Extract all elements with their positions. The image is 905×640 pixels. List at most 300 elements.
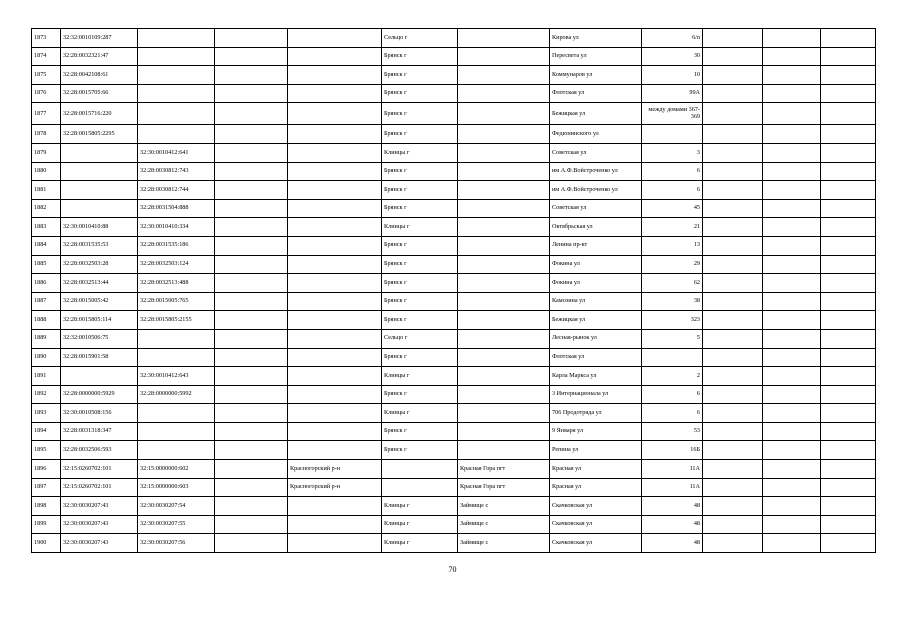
column-12-cell bbox=[821, 162, 876, 181]
street-cell: Лесная-рынок ул bbox=[550, 329, 642, 348]
settlement-cell bbox=[458, 311, 550, 330]
cadastral-number-cell: 32:28:0032503:28 bbox=[61, 255, 138, 274]
street-cell: Карла Маркса ул bbox=[550, 367, 642, 386]
house-number-cell: 5 bbox=[642, 329, 703, 348]
house-number-cell: 62 bbox=[642, 274, 703, 293]
cadastral-number-cell: 32:28:0015901:58 bbox=[61, 348, 138, 367]
row-number-cell: 1882 bbox=[32, 199, 61, 218]
settlement-cell bbox=[458, 84, 550, 103]
street-cell: Скачковская ул bbox=[550, 515, 642, 534]
house-number-cell: 6 bbox=[642, 404, 703, 423]
related-cadastral-number-cell: 32:28:0000000:5992 bbox=[138, 385, 215, 404]
related-cadastral-number-cell: 32:28:0015805:2155 bbox=[138, 311, 215, 330]
related-cadastral-number-cell: 32:30:0010412:641 bbox=[138, 143, 215, 162]
related-cadastral-number-cell: 32:28:0032503:124 bbox=[138, 255, 215, 274]
table-row bbox=[32, 66, 876, 85]
house-number-cell: 48 bbox=[642, 497, 703, 516]
column-4-cell bbox=[215, 125, 288, 144]
row-number-cell: 1873 bbox=[32, 29, 61, 48]
column-11-cell bbox=[763, 236, 821, 255]
settlement-cell: Займище с bbox=[458, 497, 550, 516]
row-number-cell: 1893 bbox=[32, 404, 61, 423]
street-cell: Красная ул bbox=[550, 460, 642, 479]
table-row bbox=[32, 385, 876, 404]
column-11-cell bbox=[763, 274, 821, 293]
table-row bbox=[32, 404, 876, 423]
city-cell: Клинцы г bbox=[382, 497, 458, 516]
page-number: 70 bbox=[448, 565, 457, 574]
district-cell bbox=[288, 103, 382, 125]
district-cell bbox=[288, 66, 382, 85]
house-number-cell: 3 bbox=[642, 143, 703, 162]
column-10-cell bbox=[703, 162, 763, 181]
related-cadastral-number-cell bbox=[138, 66, 215, 85]
column-10-cell bbox=[703, 497, 763, 516]
related-cadastral-number-cell bbox=[138, 404, 215, 423]
house-number-cell: 21 bbox=[642, 218, 703, 237]
district-cell: Красногорский р-н bbox=[288, 460, 382, 479]
row-number-cell: 1894 bbox=[32, 422, 61, 441]
row-number-cell: 1881 bbox=[32, 181, 61, 200]
table-row bbox=[32, 125, 876, 144]
column-12-cell bbox=[821, 441, 876, 460]
district-cell bbox=[288, 422, 382, 441]
settlement-cell bbox=[458, 385, 550, 404]
street-cell: Советская ул bbox=[550, 143, 642, 162]
column-10-cell bbox=[703, 292, 763, 311]
district-cell bbox=[288, 329, 382, 348]
district-cell bbox=[288, 255, 382, 274]
column-12-cell bbox=[821, 274, 876, 293]
settlement-cell bbox=[458, 329, 550, 348]
cadastral-number-cell: 32:28:0000000:5929 bbox=[61, 385, 138, 404]
related-cadastral-number-cell: 32:28:0032513:488 bbox=[138, 274, 215, 293]
street-cell: Флотская ул bbox=[550, 84, 642, 103]
column-11-cell bbox=[763, 478, 821, 497]
settlement-cell: Займище с bbox=[458, 515, 550, 534]
column-10-cell bbox=[703, 274, 763, 293]
related-cadastral-number-cell: 32:28:0031535:186 bbox=[138, 236, 215, 255]
related-cadastral-number-cell: 32:28:0030812:744 bbox=[138, 181, 215, 200]
column-11-cell bbox=[763, 47, 821, 66]
column-4-cell bbox=[215, 47, 288, 66]
column-10-cell bbox=[703, 329, 763, 348]
district-cell bbox=[288, 218, 382, 237]
city-cell: Брянск г bbox=[382, 441, 458, 460]
street-cell: Коммунаров ул bbox=[550, 66, 642, 85]
cadastral-number-cell: 32:28:0031535:53 bbox=[61, 236, 138, 255]
street-cell: Репина ул bbox=[550, 441, 642, 460]
street-cell: Красная ул bbox=[550, 478, 642, 497]
column-12-cell bbox=[821, 125, 876, 144]
street-cell: Камозина ул bbox=[550, 292, 642, 311]
settlement-cell bbox=[458, 404, 550, 423]
row-number-cell: 1880 bbox=[32, 162, 61, 181]
city-cell: Брянск г bbox=[382, 125, 458, 144]
settlement-cell bbox=[458, 143, 550, 162]
table-row bbox=[32, 199, 876, 218]
district-cell bbox=[288, 125, 382, 144]
column-4-cell bbox=[215, 143, 288, 162]
column-12-cell bbox=[821, 255, 876, 274]
column-12-cell bbox=[821, 348, 876, 367]
column-11-cell bbox=[763, 422, 821, 441]
cadastral-number-cell: 32:28:0015716:220 bbox=[61, 103, 138, 125]
column-10-cell bbox=[703, 348, 763, 367]
house-number-cell: 323 bbox=[642, 311, 703, 330]
district-cell bbox=[288, 162, 382, 181]
column-11-cell bbox=[763, 125, 821, 144]
street-cell: Фокина ул bbox=[550, 255, 642, 274]
district-cell bbox=[288, 47, 382, 66]
house-number-cell: 6/n bbox=[642, 29, 703, 48]
city-cell: Брянск г bbox=[382, 162, 458, 181]
column-11-cell bbox=[763, 329, 821, 348]
cadastral-number-cell: 32:28:0015705:66 bbox=[61, 84, 138, 103]
cadastral-number-cell: 32:30:0010508:156 bbox=[61, 404, 138, 423]
cadastral-number-cell: 32:15:0260702:101 bbox=[61, 478, 138, 497]
related-cadastral-number-cell bbox=[138, 422, 215, 441]
house-number-cell: 38 bbox=[642, 292, 703, 311]
column-10-cell bbox=[703, 103, 763, 125]
table-row bbox=[32, 292, 876, 311]
district-cell bbox=[288, 385, 382, 404]
house-number-cell: 45 bbox=[642, 199, 703, 218]
city-cell: Брянск г bbox=[382, 274, 458, 293]
table-row bbox=[32, 103, 876, 125]
column-11-cell bbox=[763, 181, 821, 200]
street-cell: Федюнинского ул bbox=[550, 125, 642, 144]
row-number-cell: 1883 bbox=[32, 218, 61, 237]
city-cell: Клинцы г bbox=[382, 515, 458, 534]
settlement-cell bbox=[458, 348, 550, 367]
table-row bbox=[32, 329, 876, 348]
column-12-cell bbox=[821, 311, 876, 330]
city-cell: Брянск г bbox=[382, 311, 458, 330]
column-10-cell bbox=[703, 236, 763, 255]
street-cell: Флотская ул bbox=[550, 348, 642, 367]
cadastral-number-cell bbox=[61, 181, 138, 200]
table-row bbox=[32, 311, 876, 330]
column-11-cell bbox=[763, 385, 821, 404]
column-4-cell bbox=[215, 329, 288, 348]
table-row bbox=[32, 460, 876, 479]
house-number-cell: 11А bbox=[642, 478, 703, 497]
column-4-cell bbox=[215, 515, 288, 534]
row-number-cell: 1892 bbox=[32, 385, 61, 404]
settlement-cell: Красная Гора пгт bbox=[458, 460, 550, 479]
city-cell: Брянск г bbox=[382, 292, 458, 311]
column-12-cell bbox=[821, 236, 876, 255]
city-cell bbox=[382, 460, 458, 479]
column-11-cell bbox=[763, 292, 821, 311]
table-row bbox=[32, 367, 876, 386]
cadastral-number-cell: 32:28:0015005:42 bbox=[61, 292, 138, 311]
cadastral-number-cell bbox=[61, 199, 138, 218]
row-number-cell: 1885 bbox=[32, 255, 61, 274]
row-number-cell: 1875 bbox=[32, 66, 61, 85]
column-11-cell bbox=[763, 29, 821, 48]
settlement-cell bbox=[458, 162, 550, 181]
street-cell: Пересвета ул bbox=[550, 47, 642, 66]
column-10-cell bbox=[703, 385, 763, 404]
related-cadastral-number-cell bbox=[138, 329, 215, 348]
city-cell: Брянск г bbox=[382, 385, 458, 404]
row-number-cell: 1899 bbox=[32, 515, 61, 534]
column-10-cell bbox=[703, 84, 763, 103]
column-12-cell bbox=[821, 478, 876, 497]
street-cell: Ленина пр-кт bbox=[550, 236, 642, 255]
column-11-cell bbox=[763, 162, 821, 181]
city-cell: Брянск г bbox=[382, 103, 458, 125]
table-row bbox=[32, 422, 876, 441]
cadastral-number-cell: 32:28:0015805:2295 bbox=[61, 125, 138, 144]
street-cell: 3 Интернационала ул bbox=[550, 385, 642, 404]
settlement-cell bbox=[458, 47, 550, 66]
column-10-cell bbox=[703, 441, 763, 460]
house-number-cell: между домами 367-369 bbox=[642, 103, 703, 125]
column-11-cell bbox=[763, 103, 821, 125]
related-cadastral-number-cell: 32:30:0010410:334 bbox=[138, 218, 215, 237]
column-11-cell bbox=[763, 143, 821, 162]
column-4-cell bbox=[215, 162, 288, 181]
related-cadastral-number-cell bbox=[138, 441, 215, 460]
city-cell: Брянск г bbox=[382, 255, 458, 274]
settlement-cell bbox=[458, 255, 550, 274]
settlement-cell bbox=[458, 103, 550, 125]
column-4-cell bbox=[215, 292, 288, 311]
related-cadastral-number-cell: 32:28:0015005:765 bbox=[138, 292, 215, 311]
city-cell: Клинцы г bbox=[382, 534, 458, 553]
column-12-cell bbox=[821, 534, 876, 553]
column-11-cell bbox=[763, 218, 821, 237]
city-cell: Сельцо г bbox=[382, 329, 458, 348]
column-12-cell bbox=[821, 292, 876, 311]
table-row bbox=[32, 218, 876, 237]
column-4-cell bbox=[215, 404, 288, 423]
cadastral-number-cell: 32:15:0260702:101 bbox=[61, 460, 138, 479]
table-row bbox=[32, 255, 876, 274]
district-cell: Красногорский р-н bbox=[288, 478, 382, 497]
table-row bbox=[32, 497, 876, 516]
settlement-cell bbox=[458, 236, 550, 255]
house-number-cell: 99А bbox=[642, 84, 703, 103]
column-4-cell bbox=[215, 478, 288, 497]
city-cell: Брянск г bbox=[382, 199, 458, 218]
district-cell bbox=[288, 274, 382, 293]
district-cell bbox=[288, 29, 382, 48]
street-cell: Скачковская ул bbox=[550, 534, 642, 553]
column-10-cell bbox=[703, 460, 763, 479]
column-11-cell bbox=[763, 460, 821, 479]
related-cadastral-number-cell bbox=[138, 125, 215, 144]
street-cell: Фокина ул bbox=[550, 274, 642, 293]
settlement-cell: Займище с bbox=[458, 534, 550, 553]
district-cell bbox=[288, 441, 382, 460]
cadastral-number-cell: 32:28:0032513:44 bbox=[61, 274, 138, 293]
related-cadastral-number-cell: 32:15:0000000:602 bbox=[138, 460, 215, 479]
column-4-cell bbox=[215, 348, 288, 367]
district-cell bbox=[288, 515, 382, 534]
city-cell bbox=[382, 478, 458, 497]
street-cell: им А.Ф.Войстроченко ул bbox=[550, 181, 642, 200]
column-10-cell bbox=[703, 143, 763, 162]
table-body bbox=[32, 29, 876, 553]
column-12-cell bbox=[821, 422, 876, 441]
city-cell: Брянск г bbox=[382, 236, 458, 255]
district-cell bbox=[288, 311, 382, 330]
table-row bbox=[32, 515, 876, 534]
table-row bbox=[32, 162, 876, 181]
related-cadastral-number-cell: 32:30:0010412:643 bbox=[138, 367, 215, 386]
column-12-cell bbox=[821, 29, 876, 48]
related-cadastral-number-cell: 32:30:0030207:54 bbox=[138, 497, 215, 516]
city-cell: Сельцо г bbox=[382, 29, 458, 48]
row-number-cell: 1900 bbox=[32, 534, 61, 553]
row-number-cell: 1879 bbox=[32, 143, 61, 162]
column-10-cell bbox=[703, 199, 763, 218]
table-row bbox=[32, 348, 876, 367]
related-cadastral-number-cell: 32:30:0030207:56 bbox=[138, 534, 215, 553]
row-number-cell: 1876 bbox=[32, 84, 61, 103]
row-number-cell: 1889 bbox=[32, 329, 61, 348]
district-cell bbox=[288, 367, 382, 386]
column-4-cell bbox=[215, 29, 288, 48]
column-12-cell bbox=[821, 515, 876, 534]
house-number-cell: 48 bbox=[642, 515, 703, 534]
settlement-cell bbox=[458, 181, 550, 200]
row-number-cell: 1886 bbox=[32, 274, 61, 293]
column-11-cell bbox=[763, 515, 821, 534]
table-row bbox=[32, 274, 876, 293]
column-12-cell bbox=[821, 497, 876, 516]
column-10-cell bbox=[703, 367, 763, 386]
house-number-cell: 30 bbox=[642, 47, 703, 66]
cadastral-number-cell: 32:30:0010410:88 bbox=[61, 218, 138, 237]
column-4-cell bbox=[215, 534, 288, 553]
column-10-cell bbox=[703, 311, 763, 330]
city-cell: Брянск г bbox=[382, 181, 458, 200]
column-4-cell bbox=[215, 199, 288, 218]
column-12-cell bbox=[821, 385, 876, 404]
cadastral-number-cell: 32:28:0042108:61 bbox=[61, 66, 138, 85]
house-number-cell: 11А bbox=[642, 460, 703, 479]
table-row bbox=[32, 478, 876, 497]
table-row bbox=[32, 441, 876, 460]
street-cell: Бежицкая ул bbox=[550, 103, 642, 125]
column-11-cell bbox=[763, 497, 821, 516]
row-number-cell: 1887 bbox=[32, 292, 61, 311]
column-4-cell bbox=[215, 367, 288, 386]
column-10-cell bbox=[703, 478, 763, 497]
cadastral-number-cell bbox=[61, 367, 138, 386]
column-4-cell bbox=[215, 236, 288, 255]
cadastral-number-cell bbox=[61, 162, 138, 181]
row-number-cell: 1890 bbox=[32, 348, 61, 367]
column-10-cell bbox=[703, 29, 763, 48]
column-12-cell bbox=[821, 103, 876, 125]
related-cadastral-number-cell: 32:30:0030207:55 bbox=[138, 515, 215, 534]
cadastral-number-cell: 32:28:0031318:347 bbox=[61, 422, 138, 441]
cadastral-number-cell bbox=[61, 143, 138, 162]
row-number-cell: 1898 bbox=[32, 497, 61, 516]
street-cell: Бежицкая ул bbox=[550, 311, 642, 330]
table-row bbox=[32, 143, 876, 162]
house-number-cell bbox=[642, 348, 703, 367]
house-number-cell bbox=[642, 125, 703, 144]
district-cell bbox=[288, 348, 382, 367]
table-row bbox=[32, 181, 876, 200]
column-12-cell bbox=[821, 84, 876, 103]
column-12-cell bbox=[821, 66, 876, 85]
street-cell: 9 Января ул bbox=[550, 422, 642, 441]
cadastral-number-cell: 32:28:0015805:114 bbox=[61, 311, 138, 330]
column-12-cell bbox=[821, 404, 876, 423]
house-number-cell: 48 bbox=[642, 534, 703, 553]
column-4-cell bbox=[215, 181, 288, 200]
column-11-cell bbox=[763, 534, 821, 553]
table-row bbox=[32, 534, 876, 553]
cadastral-number-cell: 32:28:0032506:593 bbox=[61, 441, 138, 460]
column-10-cell bbox=[703, 515, 763, 534]
district-cell bbox=[288, 534, 382, 553]
table-row bbox=[32, 236, 876, 255]
column-11-cell bbox=[763, 348, 821, 367]
column-4-cell bbox=[215, 218, 288, 237]
cadastral-number-cell: 32:32:0010109:287 bbox=[61, 29, 138, 48]
column-12-cell bbox=[821, 460, 876, 479]
city-cell: Клинцы г bbox=[382, 143, 458, 162]
cadastral-number-cell: 32:30:0030207:43 bbox=[61, 515, 138, 534]
city-cell: Брянск г bbox=[382, 66, 458, 85]
column-11-cell bbox=[763, 66, 821, 85]
column-11-cell bbox=[763, 311, 821, 330]
column-11-cell bbox=[763, 84, 821, 103]
table-row bbox=[32, 47, 876, 66]
row-number-cell: 1888 bbox=[32, 311, 61, 330]
district-cell bbox=[288, 181, 382, 200]
property-registry-table bbox=[31, 28, 876, 553]
house-number-cell: 53 bbox=[642, 422, 703, 441]
column-11-cell bbox=[763, 255, 821, 274]
city-cell: Брянск г bbox=[382, 422, 458, 441]
column-11-cell bbox=[763, 404, 821, 423]
street-cell: Кирова ул bbox=[550, 29, 642, 48]
house-number-cell: 6 bbox=[642, 385, 703, 404]
cadastral-number-cell: 32:28:0032321:47 bbox=[61, 47, 138, 66]
column-12-cell bbox=[821, 199, 876, 218]
row-number-cell: 1874 bbox=[32, 47, 61, 66]
column-4-cell bbox=[215, 422, 288, 441]
column-12-cell bbox=[821, 218, 876, 237]
column-10-cell bbox=[703, 218, 763, 237]
district-cell bbox=[288, 497, 382, 516]
column-12-cell bbox=[821, 329, 876, 348]
related-cadastral-number-cell: 32:28:0031504:888 bbox=[138, 199, 215, 218]
settlement-cell bbox=[458, 367, 550, 386]
street-cell: Скачковская ул bbox=[550, 497, 642, 516]
street-cell: 706 Продотряда ул bbox=[550, 404, 642, 423]
settlement-cell bbox=[458, 441, 550, 460]
street-cell: Октябрьская ул bbox=[550, 218, 642, 237]
street-cell: им А.Ф.Войстроченко ул bbox=[550, 162, 642, 181]
district-cell bbox=[288, 236, 382, 255]
settlement-cell bbox=[458, 218, 550, 237]
settlement-cell bbox=[458, 125, 550, 144]
column-11-cell bbox=[763, 441, 821, 460]
house-number-cell: 29 bbox=[642, 255, 703, 274]
house-number-cell: 13 bbox=[642, 236, 703, 255]
